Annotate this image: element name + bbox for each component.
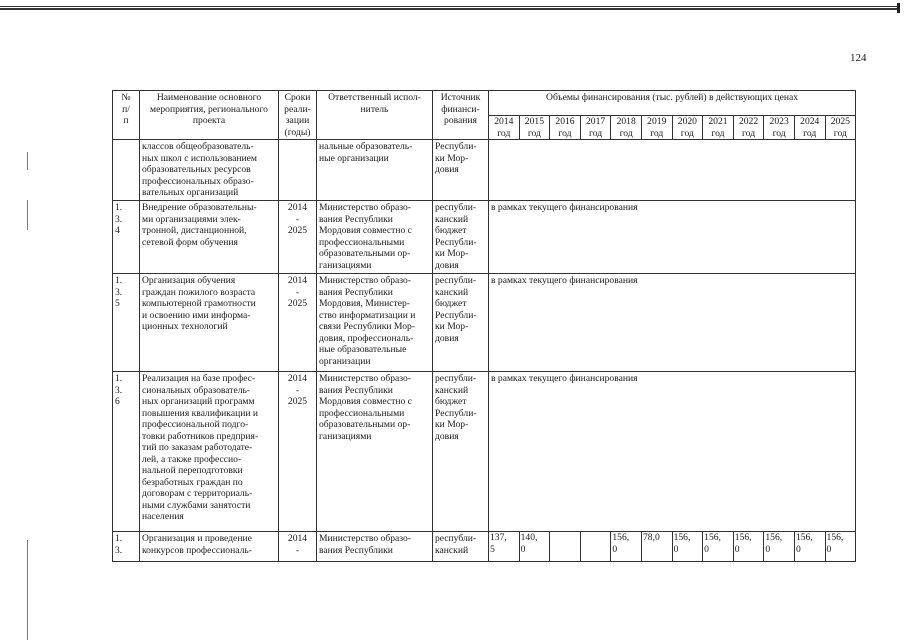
- row-source: республи- канский бюджет Республи- ки Мор- довия: [433, 274, 489, 372]
- row-terms: 2014 - 2025: [279, 274, 317, 372]
- value-cell: 156, 0: [764, 532, 795, 562]
- row-executor: Министерство образо- вания Республики Мордовия совместно с профессиональными образовательными ор- ганизациями: [317, 372, 433, 532]
- financing-table: [112, 90, 856, 562]
- value-cell: 156, 0: [794, 532, 825, 562]
- table-row: [113, 140, 856, 201]
- header-year: 2025 год: [825, 116, 856, 140]
- row-financing-note: [489, 140, 856, 201]
- header-year: 2020 год: [672, 116, 703, 140]
- header-terms: Сроки реали- зации (годы): [279, 91, 317, 140]
- value-cell: [580, 532, 611, 562]
- value-cell: 156, 0: [733, 532, 764, 562]
- top-rule-end-mark: [897, 3, 900, 13]
- header-volumes: Объемы финансирования (тыс. рублей) в действующих ценах: [489, 91, 856, 116]
- row-financing-note: в рамках текущего финансирования: [489, 372, 856, 532]
- value-cell: 137, 5: [489, 532, 520, 562]
- header-year: 2021 год: [703, 116, 734, 140]
- value-cell: 156, 0: [611, 532, 642, 562]
- row-num: 1. 3.: [113, 532, 140, 562]
- header-year: 2019 год: [641, 116, 672, 140]
- row-executor: Министерство образо- вания Республики: [317, 532, 433, 562]
- header-year: 2022 год: [733, 116, 764, 140]
- value-cell: 156, 0: [703, 532, 734, 562]
- row-source: республи- канский: [433, 532, 489, 562]
- header-row: [113, 91, 856, 116]
- value-cell: 156, 0: [672, 532, 703, 562]
- value-cell: 156, 0: [825, 532, 856, 562]
- row-executor: нальные образователь- ные организации: [317, 140, 433, 201]
- row-executor: Министерство образо- вания Республики Мордовия, Министер- ство информатизации и связи Республики Мор- довия, профессиональ- ные образовательные организации: [317, 274, 433, 372]
- row-financing-note: в рамках текущего финансирования: [489, 201, 856, 274]
- header-year: 2015 год: [519, 116, 550, 140]
- header-num: № п/ п: [113, 91, 140, 140]
- top-rule: [0, 6, 898, 10]
- row-source: Республи- ки Мор- довия: [433, 140, 489, 201]
- margin-mark: [27, 200, 28, 230]
- row-num: 1. 3. 5: [113, 274, 140, 372]
- header-name: Наименование основного мероприятия, регионального проекта: [140, 91, 279, 140]
- row-terms: 2014 - 2025: [279, 201, 317, 274]
- value-cell: 140, 0: [519, 532, 550, 562]
- row-name: классов общеобразователь- ных школ с использованием образовательных ресурсов профессиональных образо- вательных организаций: [140, 140, 279, 201]
- value-cell: [550, 532, 581, 562]
- row-name: Внедрение образовательны- ми организациями элек- тронной, дистанционной, сетевой форм обучения: [140, 201, 279, 274]
- table-row: [113, 372, 856, 532]
- row-num: [113, 140, 140, 201]
- margin-mark: [27, 152, 28, 170]
- row-terms: 2014 -: [279, 532, 317, 562]
- table-row: [113, 532, 856, 562]
- page-number: 124: [850, 52, 867, 64]
- row-num: 1. 3. 4: [113, 201, 140, 274]
- table-row: [113, 201, 856, 274]
- value-cell: 78,0: [641, 532, 672, 562]
- row-name: Реализация на базе профес- сиональных образователь- ных организаций программ повышения квалификации и профессиональной подго- товки работников предприя- тий по заказам работодате- лей, а также профессио- нальной переподготовки безработных граждан по договорам с территориаль- ными службами занятости населения: [140, 372, 279, 532]
- row-name: Организация обучения граждан пожилого возраста компьютерной грамотности и освоению ими информа- ционных технологий: [140, 274, 279, 372]
- row-source: республи- канский бюджет Республи- ки Мор- довия: [433, 372, 489, 532]
- row-source: республи- канский бюджет Республи- ки Мор- довия: [433, 201, 489, 274]
- header-year: 2023 год: [764, 116, 795, 140]
- row-name: Организация и проведение конкурсов профессиональ-: [140, 532, 279, 562]
- row-terms: [279, 140, 317, 201]
- row-financing-note: в рамках текущего финансирования: [489, 274, 856, 372]
- row-num: 1. 3. 6: [113, 372, 140, 532]
- header-year: 2014 год: [489, 116, 520, 140]
- header-year: 2017 год: [580, 116, 611, 140]
- table-row: [113, 274, 856, 372]
- header-source: Источник финанси- рования: [433, 91, 489, 140]
- row-terms: 2014 - 2025: [279, 372, 317, 532]
- header-year: 2016 год: [550, 116, 581, 140]
- header-year: 2018 год: [611, 116, 642, 140]
- row-executor: Министерство образо- вания Республики Мордовия совместно с профессиональными образовательными ор- ганизациями: [317, 201, 433, 274]
- margin-mark: [27, 540, 28, 640]
- header-year: 2024 год: [794, 116, 825, 140]
- header-executor: Ответственный испол- нитель: [317, 91, 433, 140]
